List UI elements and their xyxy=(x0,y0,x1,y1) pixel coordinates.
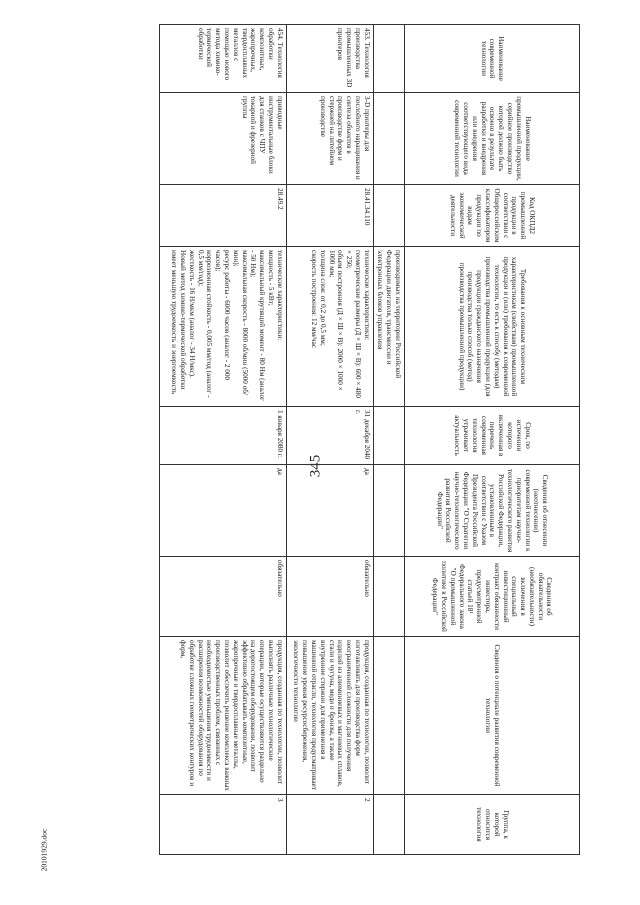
carryover-empty-cell xyxy=(373,185,404,247)
header-deadline: Срок, по истечении которого включенная в перечень современная технология утрачивает актуальность xyxy=(405,407,580,465)
header-potential: Сведения о потенциале развития современной технологии xyxy=(405,637,580,795)
carryover-empty-cell xyxy=(373,465,404,557)
technology-name: Технология производства промышленных 3D принтеров xyxy=(336,28,371,88)
potential: продукция, созданная по технологии, позволит изготавливать для производства форм неограниченной сложности для получения изделий из алюминиевых и магниевых сплавов, стали и чугуна, меди и бронзы, а также внутренние стержни для применения в машинной отрасли, технология предусматривает повышение уровня ресурсосбережения, экологичности технологии xyxy=(286,637,373,795)
carryover-empty-cell xyxy=(373,407,404,465)
document-filename: 20101929.doc xyxy=(39,828,49,872)
product-name: 3-D принтеры для послойного наращивания и синтеза объектов в производстве форм и стержней на литейном производстве xyxy=(286,93,373,185)
carryover-empty-cell xyxy=(373,93,404,185)
carryover-empty-cell xyxy=(373,795,404,855)
header-row xyxy=(405,25,580,855)
page-number: 345 xyxy=(307,454,324,478)
carryover-empty-cell xyxy=(373,557,404,637)
header-okpd-code: Код ОКПД2 промышленной продукции в соответствии с Общероссийским классификатором продукции по видам экономической деятельности xyxy=(405,185,580,247)
priority: да xyxy=(159,465,286,557)
row-technology-cell xyxy=(286,25,373,93)
row-number: 453. xyxy=(362,28,371,41)
requirements: технические характеристики: мощность - 5 кВт; максимальный крутящий момент - 80 Нм (аналог - 50 Нм); максимальная скорость - 8000 об/мин (5000 об/мин); ресурс работы - 6000 часов (аналог - 2 000 часов); коррозионная стойкость - 0,005 мм/год (аналог - 0,5 мм/год); жесткость - 16 Н/мкм (аналог - 34 Н/мкс). Новый метод химико-термической обработки имеет меньшую трудоемкость и энергоемкость xyxy=(159,247,286,407)
group: 2 xyxy=(286,795,373,855)
deadline: 31 декабря 2040 г. xyxy=(286,407,373,465)
carryover-text: производимых на территории Российской Федерации двигателя, трансмиссии и электронных блоков управления xyxy=(373,247,404,407)
requirements: технические характеристики: геометрические размеры (Д × Ш × В): 600 × 480 × 250; объем построения (Д × Ш × В): 2000 × 1000 × 1000 мм; толщина слоя: от 0,2 до 0,5 мм; скорость построения: 12 мм/час xyxy=(286,247,373,407)
mandatory: обязательно xyxy=(286,557,373,637)
table-row xyxy=(159,25,286,855)
mandatory: обязательно xyxy=(159,557,286,637)
header-group: Группа, к которой относится технология xyxy=(405,795,580,855)
group: 3 xyxy=(159,795,286,855)
carryover-empty-cell xyxy=(373,25,404,93)
header-technology-name: Наименование современной технологии xyxy=(405,25,580,93)
header-product-name: Наименование промышленной продукции, серийное производство которой должно быть освоено в результате разработки и внедрения или внедрения соответствующего вида современной технологии xyxy=(405,93,580,185)
product-name: приводные инструментальные блоки для станков с ЧПУ токарной и фрезерной группы xyxy=(159,93,286,185)
technology-table xyxy=(159,24,580,855)
deadline: 1 января 2080 г. xyxy=(159,407,286,465)
technology-name: Технология обработки композитных, жаропрочных, твердосплавных металлов с помощью нового метода химико-термической обработки xyxy=(196,28,284,81)
okpd-code: 28.49.2 xyxy=(159,185,286,247)
header-mandatory: Сведения об обязательности (необязательности) включения в специальный инвестиционный контракт обязанности инвестора, предусмотренной статьей 18¹ Федерального закона "О промышленной политике в Российской Федерации" xyxy=(405,557,580,637)
potential: продукция, созданная по технологии, позволит выполнять различные технологические операции, которые осуществляются раздельно на дорогостоящем оборудовании, позволит эффективно обрабатывать композитные, жаропрочные и твердосплавные металлы, позволит обеспечить решение комплекса важных производственных проблем, связанных с необходимостью уменьшения трудоемкости и расширения возможностей оборудования по обработке сложных геометрических контуров и форм, xyxy=(159,637,286,795)
carryover-empty-cell xyxy=(373,637,404,795)
header-requirements: Требования к основным техническим характеристикам (свойствам) промышленной продукции и (или) требования к современной технологии, то есть к способу (методам) производства промышленной продукции (для продукции гражданского назначения производства только способ (метод) производства промышленной продукции) xyxy=(405,247,580,407)
header-priority: Сведения об отнесении (неотнесении) современной технологии к приоритетам научно-технологического развития Российской Федерации, установленным в соответствии с Указом Президента Российской Федерации "О Стратегии научно-технологического развития Российской Федерации" xyxy=(405,465,580,557)
priority: да xyxy=(286,465,373,557)
row-technology-cell xyxy=(159,25,286,93)
carryover-row xyxy=(373,25,404,855)
rotated-table-container xyxy=(170,24,580,854)
okpd-code: 28.41.34.110 xyxy=(286,185,373,247)
table-row xyxy=(286,25,373,855)
row-number: 454. xyxy=(275,28,284,41)
